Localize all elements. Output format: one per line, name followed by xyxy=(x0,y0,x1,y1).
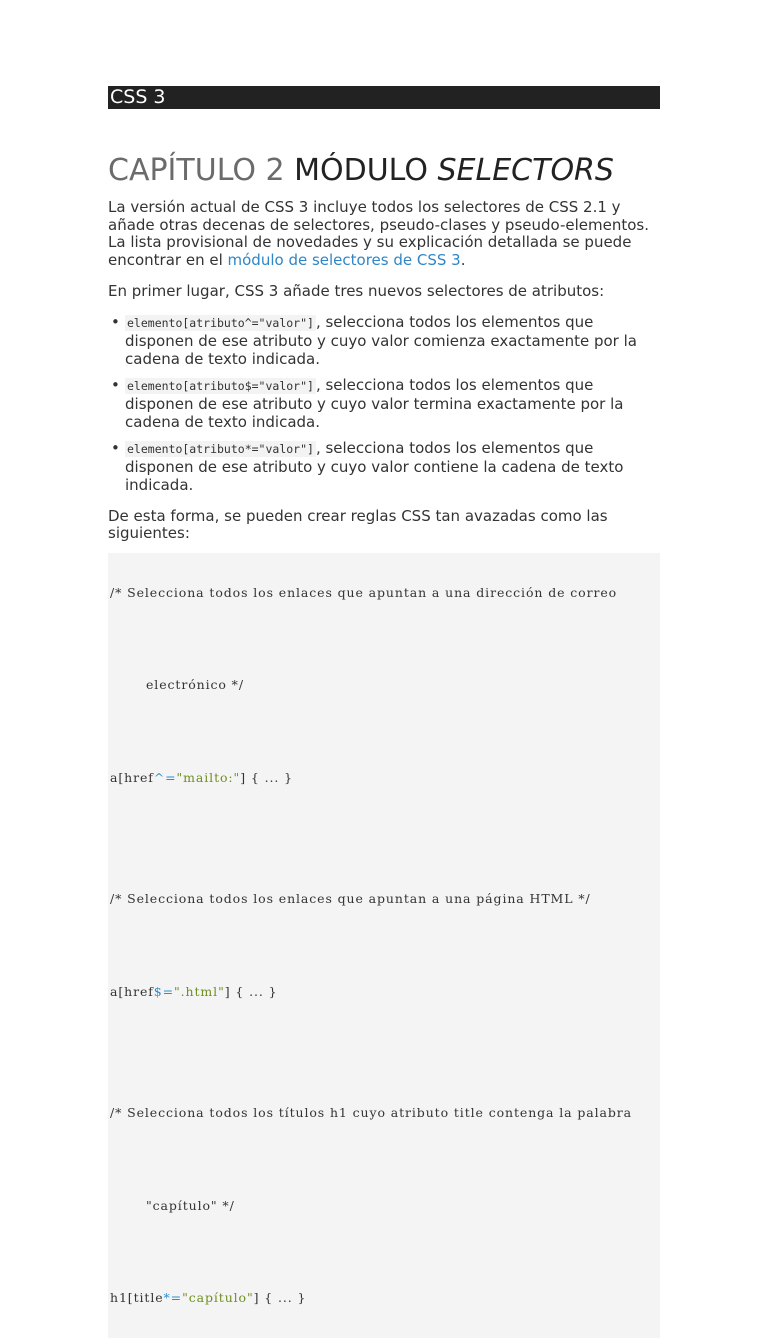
code-comment: /* Selecciona todos los enlaces que apuntan a una página HTML */ xyxy=(110,891,591,906)
code-declaration: ] { ... } xyxy=(253,1290,307,1305)
intro-end: . xyxy=(460,250,466,269)
code-spacer xyxy=(110,1244,656,1259)
selector-code: elemento[atributo$="valor"] xyxy=(127,378,314,393)
code-comment-continuation: "capítulo" */ xyxy=(146,1197,235,1213)
code-operator: *= xyxy=(163,1290,183,1305)
selector-list xyxy=(108,313,660,494)
code-spacer xyxy=(110,1030,656,1074)
code-declaration: ] { ... } xyxy=(240,769,293,785)
chapter-title-italic: SELECTORS xyxy=(437,153,614,188)
chapter-number: CAPÍTULO 2 xyxy=(108,153,285,188)
code-comment: /* Selecciona todos los enlaces que apuntan a una dirección de correo xyxy=(110,584,618,600)
code-spacer xyxy=(110,724,656,739)
code-spacer xyxy=(110,938,656,953)
code-selector: h1[title xyxy=(110,1290,164,1305)
code-rule xyxy=(110,770,656,786)
list-item xyxy=(111,312,660,368)
chapter-title xyxy=(108,152,660,190)
chapter-title-word: MÓDULO xyxy=(294,153,428,188)
code-declaration: ] { ... } xyxy=(224,983,278,999)
list-item xyxy=(111,438,660,494)
header-label: CSS 3 xyxy=(110,86,166,108)
bullet-icon: • xyxy=(111,438,120,457)
code-operator: ^= xyxy=(153,769,177,785)
intro-text: La versión actual de CSS 3 incluye todos los selectores de CSS 2.1 y añade otras decenas de selectores, pseudo-clases y pseudo-elementos. La lista provisional de novedades y su explicación detallada se puede encontrar en el xyxy=(108,198,650,269)
code-block xyxy=(108,553,660,1338)
code-comment: /* Selecciona todos los títulos h1 cuyo atributo title contenga la palabra xyxy=(110,1105,633,1120)
list-item xyxy=(111,375,660,431)
code-string: ".html" xyxy=(174,983,225,999)
code-comment-continuation: electrónico */ xyxy=(146,677,244,692)
selector-description: , selecciona todos los elementos que disponen de ese atributo y cuyo valor comienza exactamente por la cadena de texto indicada. xyxy=(125,312,637,368)
code-rule xyxy=(110,1290,656,1306)
code-selector: a[href xyxy=(110,983,154,999)
intro-paragraph xyxy=(108,199,660,269)
css3-selectors-module-link[interactable]: módulo de selectores de CSS 3 xyxy=(227,250,461,269)
code-selector: a[href xyxy=(110,769,154,785)
closing-paragraph: De esta forma, se pueden crear reglas CSS tan avazadas como las siguientes: xyxy=(108,506,608,542)
bullet-icon: • xyxy=(111,312,120,331)
running-header xyxy=(108,86,660,109)
lead-paragraph: En primer lugar, CSS 3 añade tres nuevos selectores de atributos: xyxy=(108,282,605,300)
code-rule xyxy=(110,984,656,1000)
selector-code: elemento[atributo^="valor"] xyxy=(127,315,314,330)
code-string: "capítulo" xyxy=(182,1290,254,1305)
selector-description: , selecciona todos los elementos que disponen de ese atributo y cuyo valor contiene la cadena de texto indicada. xyxy=(125,438,624,494)
bullet-icon: • xyxy=(111,375,120,394)
document-page xyxy=(108,86,660,1338)
code-spacer xyxy=(110,816,656,860)
code-spacer xyxy=(110,631,656,646)
selector-code: elemento[atributo*="valor"] xyxy=(127,441,314,456)
code-operator: $= xyxy=(153,983,175,999)
code-string: "mailto:" xyxy=(176,769,241,785)
code-spacer xyxy=(110,1152,656,1167)
selector-description: , selecciona todos los elementos que disponen de ese atributo y cuyo valor termina exactamente por la cadena de texto indicada. xyxy=(125,375,624,431)
